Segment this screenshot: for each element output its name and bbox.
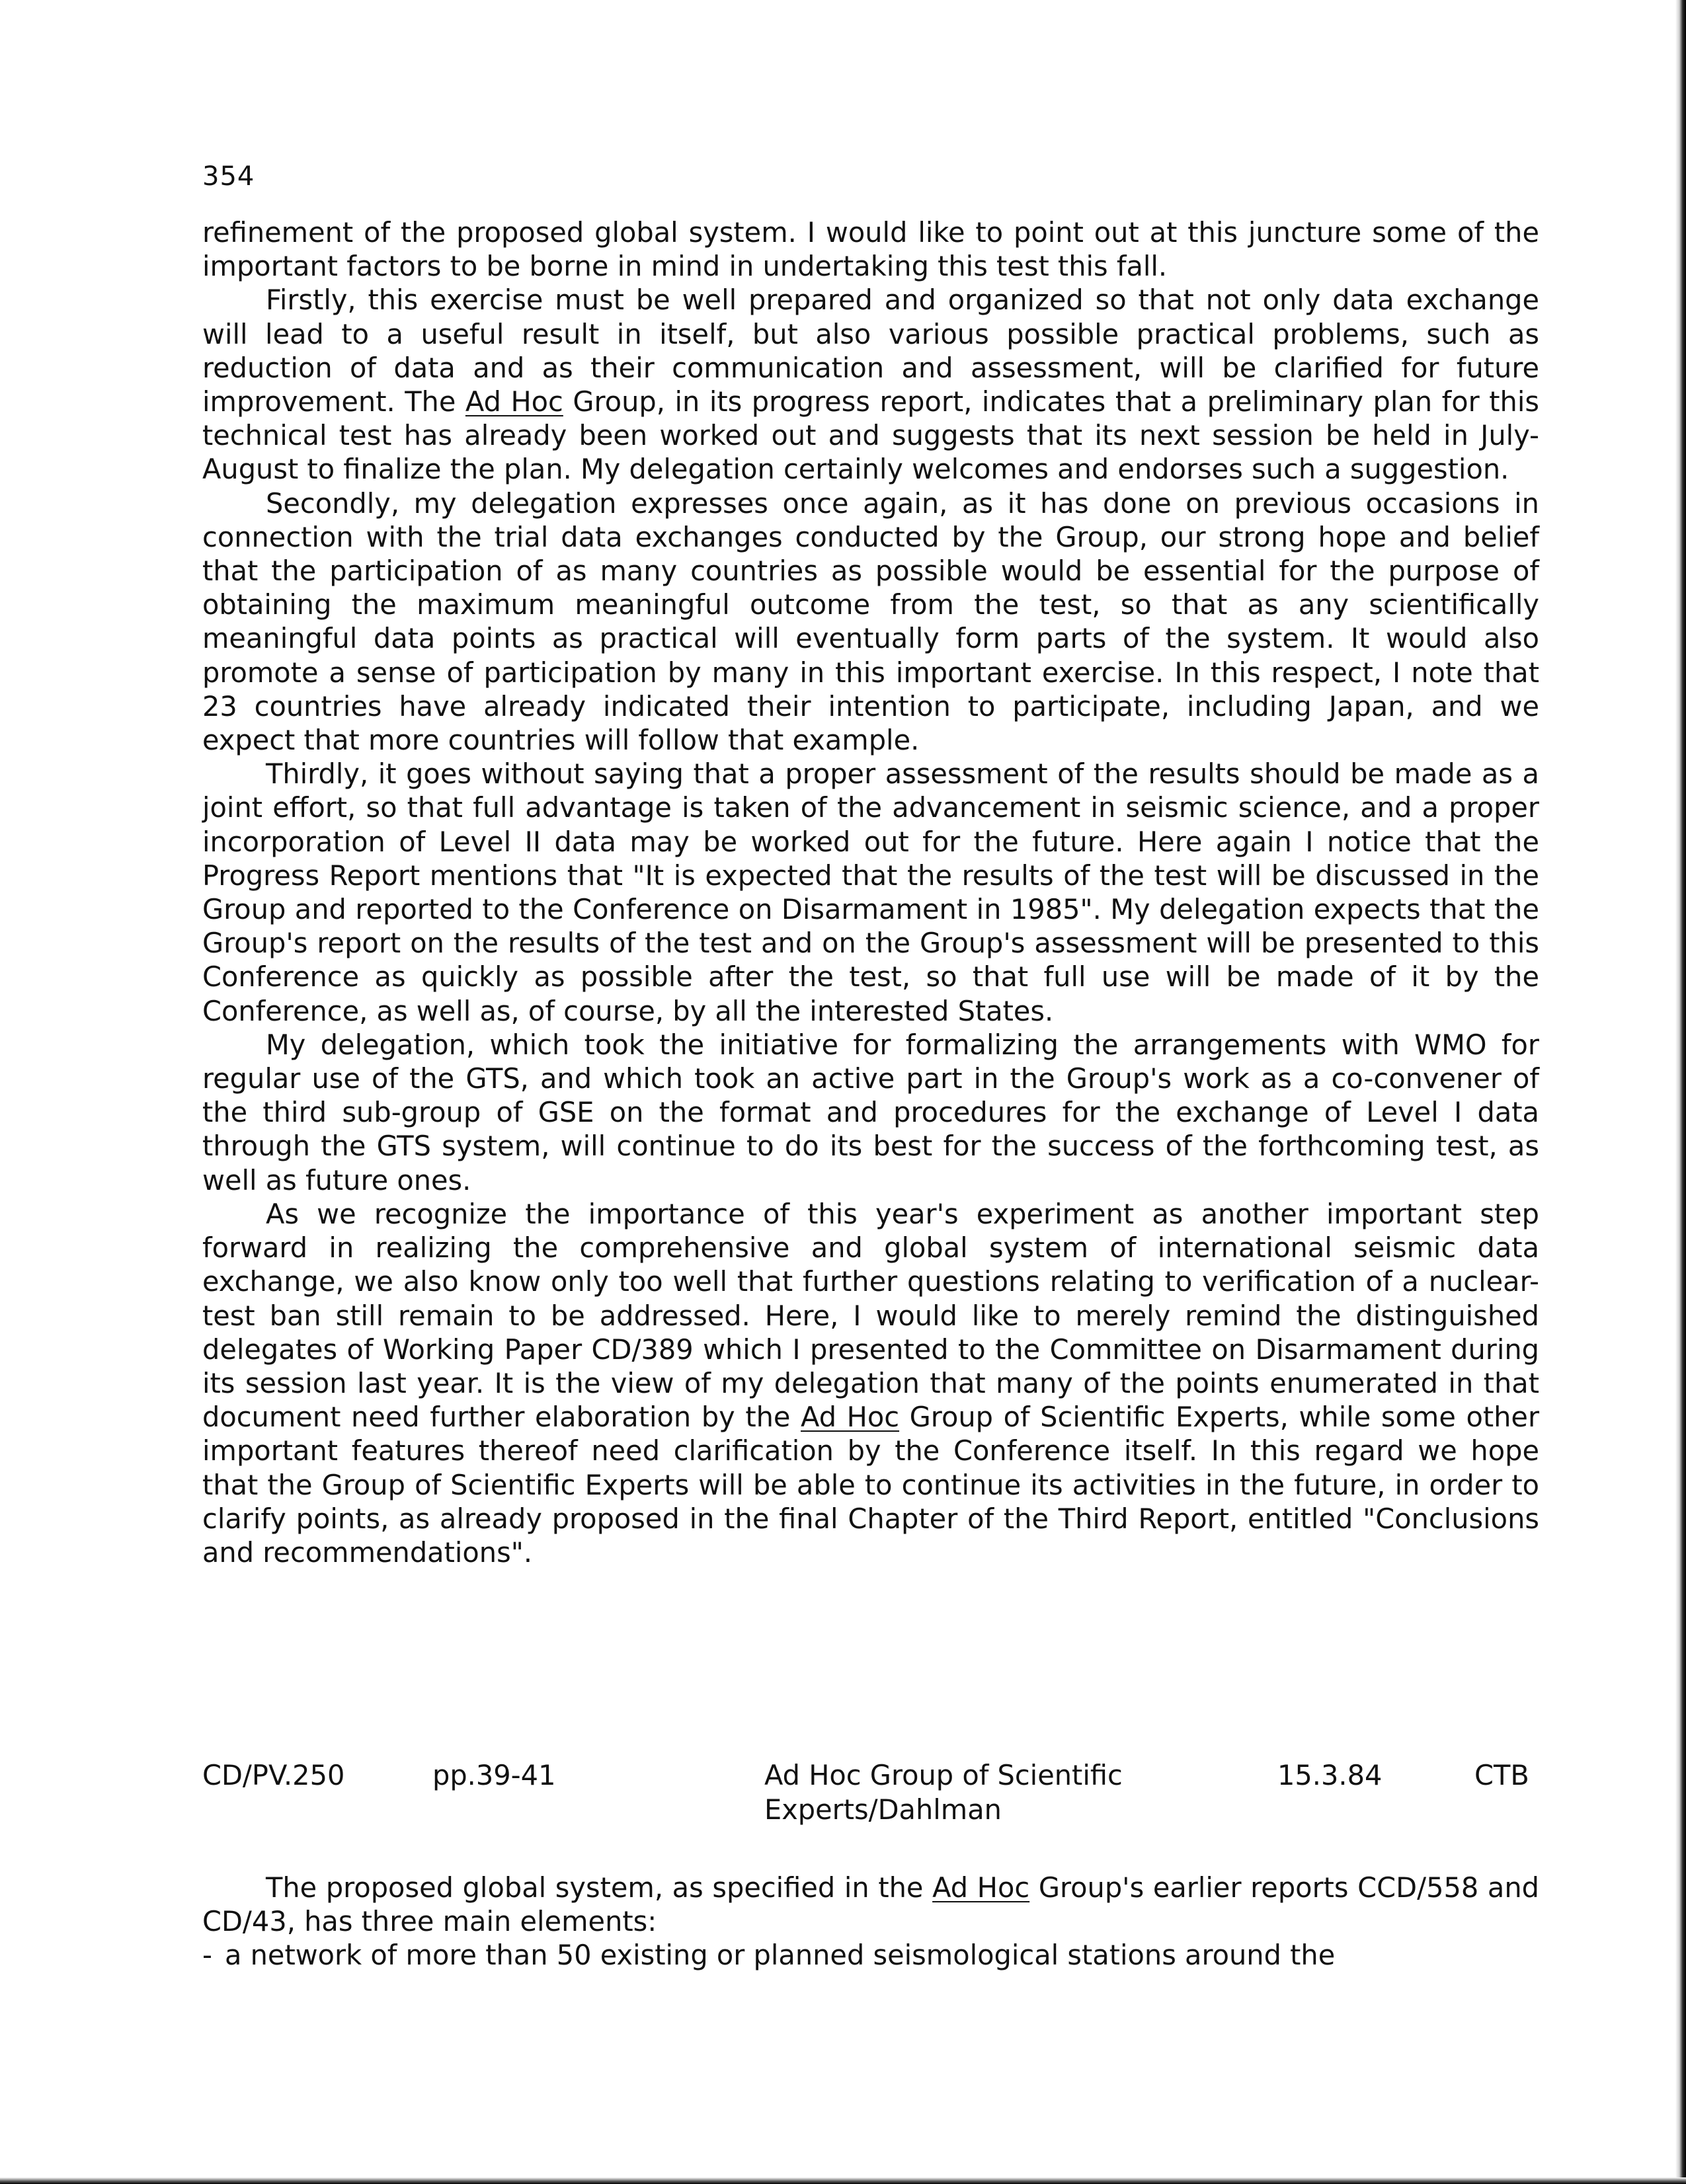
paragraph-recognize-a: As we recognize the importance of this year's experiment as another important step forward in realizing the comprehensive and global system of international seismic data exchange, we also know only too well that further questions relating to verification of a nuclear-test ban still remain to be addressed. Here, I would like to merely remind the distinguished delegates of Working Paper CD/389 which I presented to the Committee on Disarmament during its session last year. It is the view of my delegation that many of the points enumerated in that document need further elaboration by the [202, 1197, 1539, 1434]
entry-topic: CTB [1474, 1759, 1529, 1791]
paragraph-global-system [202, 1871, 1539, 1938]
paragraph-recognize-b: Group of Scientific Experts, while some other important features thereof need clarification by the Conference itself. In this regard we hope that the Group of Scientific Experts will be able to continue its activities in the future, in order to clarify points, as already proposed in the final Chapter of the Third Report, entitled "Conclusions and recommendations". [202, 1401, 1540, 1569]
paragraph-delegation: My delegation, which took the initiative for formalizing the arrangements with WMO for regular use of the GTS, and which took an active part in the Group's work as a co-convener of the third sub-group of GSE on the format and procedures for the exchange of Level I data through the GTS system, will continue to do its best for the success of the forthcoming test, as well as future ones. [202, 1028, 1539, 1196]
paragraph-firstly-lead: The [405, 385, 465, 418]
list-item [202, 1938, 1539, 1972]
paragraph-thirdly: Thirdly, it goes without saying that a proper assessment of the results should be made as a joint effort, so that full advantage is taken of the advancement in seismic science, and a proper incorporation of Level II data may be worked out for the future. Here again I notice that the Progress Report mentions that "It is expected that the results of the test will be discussed in the Group and reported to the Conference on Disarmament in 1985". My delegation expects that the Group's report on the results of the test and on the Group's assessment will be presented to this Conference as quickly as possible after the test, so that full use will be made of it by the Conference, as well as, of course, by all the interested States. [202, 758, 1539, 1027]
entry-reference: CD/PV.250 [202, 1759, 345, 1791]
paragraph-intro: refinement of the proposed global system. I would like to point out at this juncture some of the important factors to be borne in mind in undertaking this test this fall. [202, 216, 1539, 283]
list-item-text: a network of more than 50 existing or planned seismological stations around the [225, 1939, 1336, 1972]
entry-subject: Ad Hoc Group of Scientific Experts/Dahlman [764, 1759, 1123, 1826]
paragraph-firstly-text: Firstly, this exercise must be well prepared and organized so that not only data exchange will lead to a useful result in itself, but also various possible practical problems, such as reduction of data and as their communication and assessment, will be clarified for future improvement. [202, 284, 1539, 418]
paragraph-firstly [202, 283, 1539, 486]
list-dash: - [202, 1939, 212, 1972]
ad-hoc-term: Ad Hoc [465, 385, 563, 418]
paragraph-recognize [202, 1197, 1539, 1569]
global-system-a: The proposed global system, as specified in the [266, 1871, 933, 1904]
dahlman-statement [202, 1871, 1539, 1972]
statement-body [202, 215, 1539, 1569]
scan-right-edge [1675, 0, 1686, 2184]
ad-hoc-term: Ad Hoc [932, 1871, 1030, 1904]
page-number: 354 [202, 161, 255, 192]
entry-date: 15.3.84 [1277, 1759, 1383, 1791]
scan-bottom-edge [0, 2177, 1686, 2184]
paragraph-secondly: Secondly, my delegation expresses once again, as it has done on previous occasions in connection with the trial data exchanges conducted by the Group, our strong hope and belief that the participation of as many countries as possible would be essential for the purpose of obtaining the maximum meaningful outcome from the test, so that as any scientifically meaningful data points as practical will eventually form parts of the system. It would also promote a sense of participation by many in this important exercise. In this respect, I note that 23 countries have already indicated their intention to participate, including Japan, and we expect that more countries will follow that example. [202, 487, 1539, 757]
global-system-b: Group's earlier reports CCD/558 and CD/43, has three main elements: [202, 1871, 1539, 1938]
ad-hoc-term: Ad Hoc [801, 1401, 900, 1434]
entry-pages: pp.39-41 [432, 1759, 556, 1791]
paragraph-firstly-rest: Group, in its progress report, indicates that a preliminary plan for this technical test has already been worked out and suggests that its next session be held in July-August to finalize the plan. My delegation certainly welcomes and endorses such a suggestion. [202, 385, 1539, 486]
